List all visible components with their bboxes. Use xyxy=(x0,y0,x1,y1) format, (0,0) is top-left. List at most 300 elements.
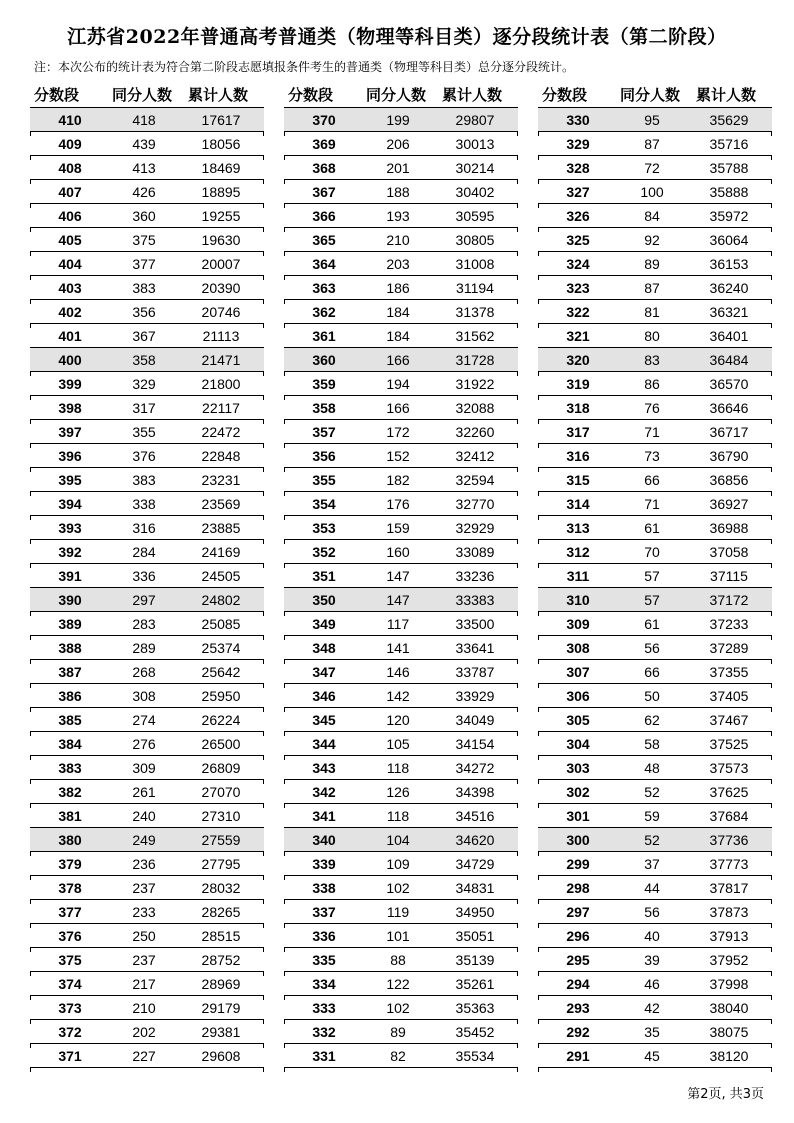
same-count-cell: 289 xyxy=(132,640,156,656)
cumulative-cell: 23885 xyxy=(201,520,241,536)
cumulative-cell: 23569 xyxy=(201,496,241,512)
same-count-cell: 338 xyxy=(132,496,156,512)
table-row xyxy=(30,636,264,660)
cumulative-cell: 37817 xyxy=(709,880,749,896)
score-table-1 xyxy=(30,81,264,1068)
same-count-cell: 48 xyxy=(644,760,660,776)
same-count-cell: 309 xyxy=(132,760,156,776)
same-count-cell: 376 xyxy=(132,448,156,464)
table-row xyxy=(284,468,518,492)
same-count-cell: 237 xyxy=(132,880,156,896)
cumulative-cell: 30805 xyxy=(455,232,495,248)
score-cell: 348 xyxy=(312,640,336,656)
table-row xyxy=(30,516,264,540)
cumulative-cell: 26500 xyxy=(201,736,241,752)
same-count-cell: 308 xyxy=(132,688,156,704)
table-row xyxy=(30,1020,264,1044)
header-cumulative: 累计人数 xyxy=(442,86,503,104)
table-row xyxy=(284,852,518,876)
score-cell: 311 xyxy=(566,568,590,584)
same-count-cell: 141 xyxy=(386,640,410,656)
same-count-cell: 377 xyxy=(132,256,156,272)
cumulative-cell: 37289 xyxy=(709,640,749,656)
same-count-cell: 57 xyxy=(644,568,660,584)
same-count-cell: 86 xyxy=(644,376,660,392)
score-cell: 403 xyxy=(58,280,82,296)
same-count-cell: 52 xyxy=(644,832,660,848)
table-row xyxy=(30,852,264,876)
same-count-cell: 188 xyxy=(386,184,410,200)
score-cell: 362 xyxy=(312,304,336,320)
cumulative-cell: 37405 xyxy=(709,688,749,704)
cumulative-cell: 18469 xyxy=(201,160,241,176)
same-count-cell: 39 xyxy=(644,952,660,968)
cumulative-cell: 26224 xyxy=(201,712,241,728)
score-cell: 365 xyxy=(312,232,336,248)
table-row xyxy=(284,924,518,948)
score-cell: 369 xyxy=(312,136,336,152)
same-count-cell: 439 xyxy=(132,136,156,152)
score-cell: 386 xyxy=(58,688,82,704)
cumulative-cell: 37058 xyxy=(709,544,749,560)
cumulative-cell: 29807 xyxy=(455,112,495,128)
table-row xyxy=(538,660,772,684)
same-count-cell: 383 xyxy=(132,280,156,296)
score-cell: 301 xyxy=(566,808,590,824)
cumulative-cell: 27795 xyxy=(201,856,241,872)
score-cell: 382 xyxy=(58,784,82,800)
table-row xyxy=(284,588,518,612)
cumulative-cell: 31378 xyxy=(455,304,495,320)
same-count-cell: 71 xyxy=(644,496,660,512)
table-row xyxy=(284,732,518,756)
score-cell: 314 xyxy=(566,496,590,512)
score-cell: 316 xyxy=(566,448,590,464)
table-row xyxy=(284,612,518,636)
score-cell: 303 xyxy=(566,760,590,776)
same-count-cell: 87 xyxy=(644,136,660,152)
score-cell: 367 xyxy=(312,184,336,200)
score-cell: 381 xyxy=(58,808,82,824)
table-row xyxy=(284,372,518,396)
cumulative-cell: 37998 xyxy=(709,976,749,992)
table-row xyxy=(30,612,264,636)
score-cell: 345 xyxy=(312,712,336,728)
table-row xyxy=(284,996,518,1020)
same-count-cell: 217 xyxy=(132,976,156,992)
score-cell: 321 xyxy=(566,328,590,344)
table-body xyxy=(538,108,772,1068)
same-count-cell: 166 xyxy=(386,352,410,368)
score-cell: 307 xyxy=(566,664,590,680)
same-count-cell: 383 xyxy=(132,472,156,488)
table-row xyxy=(30,420,264,444)
cumulative-cell: 25374 xyxy=(201,640,241,656)
same-count-cell: 268 xyxy=(132,664,156,680)
table-row xyxy=(284,972,518,996)
same-count-cell: 336 xyxy=(132,568,156,584)
cumulative-cell: 35534 xyxy=(455,1048,495,1064)
score-cell: 390 xyxy=(58,592,82,608)
cumulative-cell: 33236 xyxy=(455,568,495,584)
table-row xyxy=(30,108,264,132)
same-count-cell: 57 xyxy=(644,592,660,608)
score-cell: 293 xyxy=(566,1000,590,1016)
table-row xyxy=(30,300,264,324)
cumulative-cell: 37172 xyxy=(709,592,749,608)
table-row xyxy=(538,1020,772,1044)
same-count-cell: 176 xyxy=(386,496,410,512)
cumulative-cell: 20746 xyxy=(201,304,241,320)
score-cell: 363 xyxy=(312,280,336,296)
same-count-cell: 358 xyxy=(132,352,156,368)
same-count-cell: 73 xyxy=(644,448,660,464)
same-count-cell: 367 xyxy=(132,328,156,344)
header-same-count: 同分人数 xyxy=(620,86,681,104)
same-count-cell: 109 xyxy=(386,856,410,872)
cumulative-cell: 29381 xyxy=(201,1024,241,1040)
cumulative-cell: 18056 xyxy=(201,136,241,152)
score-cell: 398 xyxy=(58,400,82,416)
table-row xyxy=(30,180,264,204)
score-cell: 302 xyxy=(566,784,590,800)
score-cell: 339 xyxy=(312,856,336,872)
cumulative-cell: 35716 xyxy=(709,136,749,152)
score-cell: 310 xyxy=(566,592,590,608)
cumulative-cell: 28265 xyxy=(201,904,241,920)
same-count-cell: 81 xyxy=(644,304,660,320)
cumulative-cell: 20007 xyxy=(201,256,241,272)
header-cumulative: 累计人数 xyxy=(188,86,249,104)
table-row xyxy=(538,828,772,852)
table-row xyxy=(538,588,772,612)
score-cell: 308 xyxy=(566,640,590,656)
cumulative-cell: 37773 xyxy=(709,856,749,872)
same-count-cell: 40 xyxy=(644,928,660,944)
table-row xyxy=(284,396,518,420)
cumulative-cell: 19255 xyxy=(201,208,241,224)
score-cell: 329 xyxy=(566,136,590,152)
cumulative-cell: 33787 xyxy=(455,664,495,680)
table-row xyxy=(538,732,772,756)
score-cell: 291 xyxy=(566,1048,590,1064)
cumulative-cell: 29179 xyxy=(201,1000,241,1016)
score-cell: 342 xyxy=(312,784,336,800)
cumulative-cell: 35261 xyxy=(455,976,495,992)
same-count-cell: 58 xyxy=(644,736,660,752)
table-row xyxy=(538,804,772,828)
table-row xyxy=(284,564,518,588)
score-cell: 377 xyxy=(58,904,82,920)
cumulative-cell: 22848 xyxy=(201,448,241,464)
cumulative-cell: 31194 xyxy=(456,280,494,296)
table-row xyxy=(538,420,772,444)
cumulative-cell: 34049 xyxy=(455,712,495,728)
same-count-cell: 186 xyxy=(386,280,410,296)
same-count-cell: 89 xyxy=(390,1024,406,1040)
table-row xyxy=(30,372,264,396)
table-header xyxy=(538,81,772,107)
table-row xyxy=(538,252,772,276)
score-cell: 305 xyxy=(566,712,590,728)
cumulative-cell: 24505 xyxy=(201,568,241,584)
same-count-cell: 56 xyxy=(644,904,660,920)
table-row xyxy=(538,924,772,948)
table-row xyxy=(30,996,264,1020)
same-count-cell: 210 xyxy=(132,1000,156,1016)
table-row xyxy=(284,180,518,204)
same-count-cell: 100 xyxy=(640,184,664,200)
score-cell: 371 xyxy=(58,1048,82,1064)
score-cell: 320 xyxy=(566,352,590,368)
table-row xyxy=(30,660,264,684)
table-row xyxy=(30,804,264,828)
same-count-cell: 119 xyxy=(386,904,410,920)
cumulative-cell: 22117 xyxy=(202,400,240,416)
table-row xyxy=(284,876,518,900)
header-score: 分数段 xyxy=(288,86,334,104)
cumulative-cell: 28515 xyxy=(201,928,241,944)
table-row xyxy=(284,228,518,252)
table-row xyxy=(538,540,772,564)
cumulative-cell: 34729 xyxy=(455,856,495,872)
cumulative-cell: 34950 xyxy=(455,904,495,920)
score-cell: 337 xyxy=(312,904,336,920)
table-row xyxy=(538,396,772,420)
table-row xyxy=(538,180,772,204)
cumulative-cell: 21471 xyxy=(201,352,241,368)
table-row xyxy=(284,444,518,468)
cumulative-cell: 34398 xyxy=(455,784,495,800)
table-row xyxy=(538,468,772,492)
cumulative-cell: 27559 xyxy=(201,832,241,848)
same-count-cell: 249 xyxy=(132,832,156,848)
cumulative-cell: 28032 xyxy=(201,880,241,896)
same-count-cell: 203 xyxy=(386,256,410,272)
cumulative-cell: 35051 xyxy=(455,928,495,944)
cumulative-cell: 30214 xyxy=(455,160,495,176)
table-row xyxy=(538,996,772,1020)
score-cell: 313 xyxy=(566,520,590,536)
score-cell: 402 xyxy=(58,304,82,320)
score-cell: 294 xyxy=(566,976,590,992)
table-row xyxy=(538,132,772,156)
table-row xyxy=(538,516,772,540)
same-count-cell: 172 xyxy=(386,424,410,440)
cumulative-cell: 20390 xyxy=(201,280,241,296)
cumulative-cell: 29608 xyxy=(201,1048,241,1064)
score-cell: 324 xyxy=(566,256,590,272)
table-row xyxy=(30,732,264,756)
score-cell: 405 xyxy=(58,232,82,248)
table-row xyxy=(284,756,518,780)
table-row xyxy=(30,972,264,996)
table-row xyxy=(284,492,518,516)
cumulative-cell: 28752 xyxy=(201,952,241,968)
cumulative-cell: 36064 xyxy=(709,232,749,248)
same-count-cell: 126 xyxy=(386,784,410,800)
same-count-cell: 66 xyxy=(644,472,660,488)
table-row xyxy=(30,780,264,804)
cumulative-cell: 35788 xyxy=(709,160,749,176)
cumulative-cell: 32260 xyxy=(455,424,495,440)
table-row xyxy=(284,324,518,348)
same-count-cell: 194 xyxy=(386,376,410,392)
score-table-2 xyxy=(284,81,518,1068)
table-body xyxy=(284,108,518,1068)
score-cell: 343 xyxy=(312,760,336,776)
same-count-cell: 283 xyxy=(132,616,156,632)
cumulative-cell: 34620 xyxy=(455,832,495,848)
table-row xyxy=(538,756,772,780)
table-row xyxy=(284,900,518,924)
same-count-cell: 46 xyxy=(644,976,660,992)
cumulative-cell: 33089 xyxy=(455,544,495,560)
same-count-cell: 92 xyxy=(644,232,660,248)
cumulative-cell: 37233 xyxy=(709,616,749,632)
cumulative-cell: 37525 xyxy=(709,736,749,752)
table-row xyxy=(538,492,772,516)
cumulative-cell: 18895 xyxy=(201,184,241,200)
cumulative-cell: 34516 xyxy=(455,808,495,824)
cumulative-cell: 35972 xyxy=(709,208,749,224)
table-row xyxy=(30,924,264,948)
score-cell: 356 xyxy=(312,448,336,464)
score-cell: 331 xyxy=(312,1048,336,1064)
score-cell: 376 xyxy=(58,928,82,944)
same-count-cell: 184 xyxy=(386,328,410,344)
table-row xyxy=(538,108,772,132)
same-count-cell: 276 xyxy=(132,736,156,752)
same-count-cell: 37 xyxy=(644,856,660,872)
same-count-cell: 56 xyxy=(644,640,660,656)
score-cell: 406 xyxy=(58,208,82,224)
table-row xyxy=(30,204,264,228)
score-cell: 350 xyxy=(312,592,336,608)
same-count-cell: 317 xyxy=(132,400,156,416)
score-cell: 395 xyxy=(58,472,82,488)
same-count-cell: 80 xyxy=(644,328,660,344)
cumulative-cell: 32770 xyxy=(455,496,495,512)
score-cell: 396 xyxy=(58,448,82,464)
table-body xyxy=(30,108,264,1068)
score-cell: 368 xyxy=(312,160,336,176)
score-cell: 330 xyxy=(566,112,590,128)
cumulative-cell: 27070 xyxy=(201,784,241,800)
table-row xyxy=(284,540,518,564)
table-row xyxy=(30,756,264,780)
same-count-cell: 101 xyxy=(386,928,410,944)
score-cell: 384 xyxy=(58,736,82,752)
score-cell: 360 xyxy=(312,352,336,368)
score-cell: 387 xyxy=(58,664,82,680)
table-row xyxy=(30,444,264,468)
score-cell: 317 xyxy=(566,424,590,440)
same-count-cell: 147 xyxy=(386,568,410,584)
same-count-cell: 146 xyxy=(386,664,410,680)
same-count-cell: 44 xyxy=(644,880,660,896)
score-cell: 354 xyxy=(312,496,336,512)
cumulative-cell: 36646 xyxy=(709,400,749,416)
table-row xyxy=(284,108,518,132)
same-count-cell: 227 xyxy=(132,1048,156,1064)
same-count-cell: 159 xyxy=(386,520,410,536)
score-cell: 378 xyxy=(58,880,82,896)
cumulative-cell: 17617 xyxy=(201,112,241,128)
same-count-cell: 66 xyxy=(644,664,660,680)
table-row xyxy=(30,564,264,588)
same-count-cell: 62 xyxy=(644,712,660,728)
score-cell: 361 xyxy=(312,328,336,344)
score-cell: 393 xyxy=(58,520,82,536)
same-count-cell: 202 xyxy=(132,1024,156,1040)
cumulative-cell: 36927 xyxy=(709,496,749,512)
score-cell: 383 xyxy=(58,760,82,776)
score-cell: 292 xyxy=(566,1024,590,1040)
score-cell: 344 xyxy=(312,736,336,752)
score-cell: 399 xyxy=(58,376,82,392)
same-count-cell: 160 xyxy=(386,544,410,560)
table-row xyxy=(538,1044,772,1068)
same-count-cell: 166 xyxy=(386,400,410,416)
same-count-cell: 59 xyxy=(644,808,660,824)
table-row xyxy=(30,276,264,300)
same-count-cell: 120 xyxy=(386,712,410,728)
same-count-cell: 233 xyxy=(132,904,156,920)
same-count-cell: 87 xyxy=(644,280,660,296)
score-cell: 334 xyxy=(312,976,336,992)
score-cell: 379 xyxy=(58,856,82,872)
same-count-cell: 184 xyxy=(386,304,410,320)
table-row xyxy=(538,228,772,252)
score-cell: 327 xyxy=(566,184,590,200)
cumulative-cell: 21113 xyxy=(202,328,240,344)
cumulative-cell: 23231 xyxy=(201,472,241,488)
table-row xyxy=(30,876,264,900)
score-cell: 341 xyxy=(312,808,336,824)
cumulative-cell: 36240 xyxy=(709,280,749,296)
table-row xyxy=(30,132,264,156)
table-row xyxy=(30,540,264,564)
cumulative-cell: 30013 xyxy=(455,136,495,152)
cumulative-cell: 19630 xyxy=(201,232,241,248)
same-count-cell: 142 xyxy=(386,688,410,704)
score-cell: 333 xyxy=(312,1000,336,1016)
same-count-cell: 418 xyxy=(132,112,156,128)
score-cell: 374 xyxy=(58,976,82,992)
score-cell: 318 xyxy=(566,400,590,416)
same-count-cell: 250 xyxy=(132,928,156,944)
score-cell: 358 xyxy=(312,400,336,416)
same-count-cell: 104 xyxy=(386,832,410,848)
same-count-cell: 76 xyxy=(644,400,660,416)
page-footer: 第2页, 共3页 xyxy=(687,1087,764,1102)
table-row xyxy=(538,636,772,660)
score-cell: 407 xyxy=(58,184,82,200)
same-count-cell: 356 xyxy=(132,304,156,320)
same-count-cell: 89 xyxy=(644,256,660,272)
cumulative-cell: 35629 xyxy=(709,112,749,128)
same-count-cell: 206 xyxy=(386,136,410,152)
table-row xyxy=(284,636,518,660)
cumulative-cell: 34272 xyxy=(455,760,495,776)
score-cell: 392 xyxy=(58,544,82,560)
table-row xyxy=(284,828,518,852)
table-header xyxy=(30,81,264,107)
cumulative-cell: 36484 xyxy=(709,352,749,368)
header-score: 分数段 xyxy=(34,86,80,104)
score-cell: 297 xyxy=(566,904,590,920)
